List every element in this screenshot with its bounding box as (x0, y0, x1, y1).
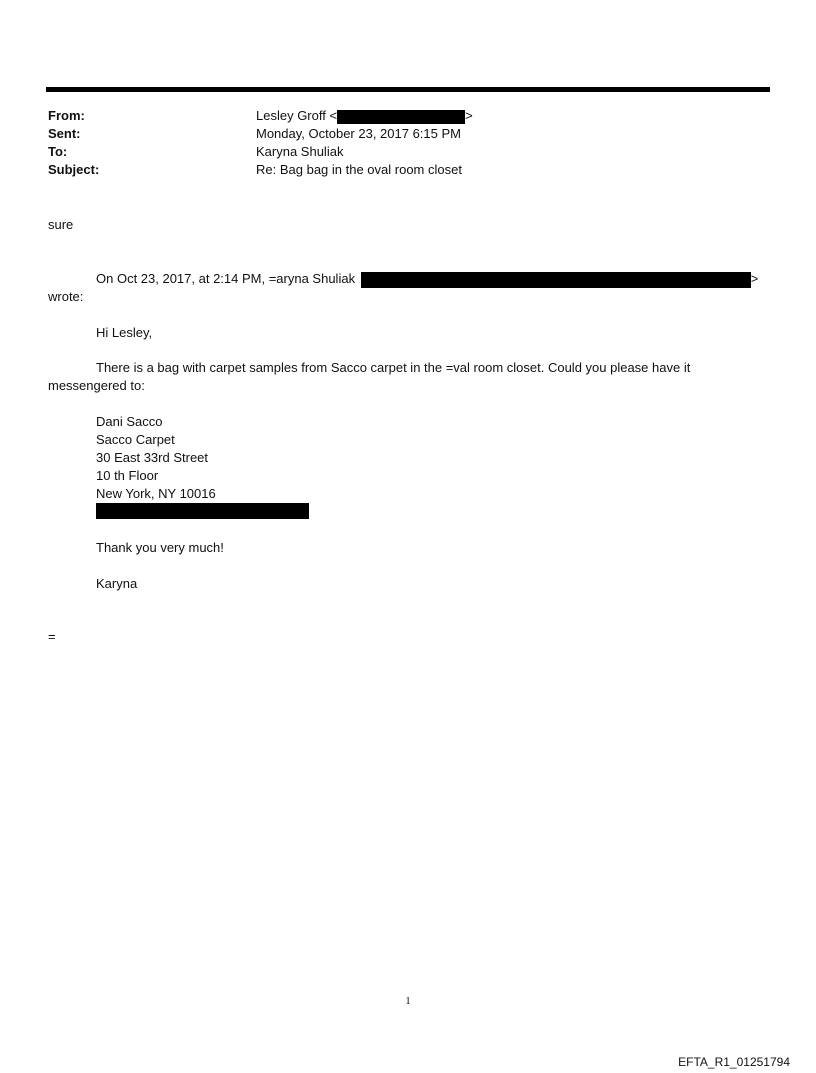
paragraph-line-1: There is a bag with carpet samples from Sacco carpet in the =val room closet. Could you please have it (96, 360, 691, 375)
redaction-box (96, 503, 309, 519)
address-line: Dani Sacco (96, 414, 163, 429)
from-label: From: (48, 108, 85, 123)
paragraph-line-2: messengered to: (48, 378, 145, 393)
from-close: > (465, 108, 473, 123)
sent-label: Sent: (48, 126, 81, 141)
from-value (256, 107, 473, 125)
to-value: Karyna Shuliak (256, 144, 344, 159)
signature: Karyna (96, 576, 138, 591)
from-name: Lesley Groff < (256, 108, 338, 123)
document-id: EFTA_R1_01251794 (678, 1055, 790, 1069)
address-line: 30 East 33rd Street (96, 450, 209, 465)
quote-wrote: wrote: (48, 289, 84, 304)
subject-label: Subject: (48, 162, 100, 177)
quote-intro (96, 270, 758, 288)
reply-text: sure (48, 217, 74, 232)
address-line: 10 th Floor (96, 468, 159, 483)
address-line: New York, NY 10016 (96, 486, 216, 501)
thanks-text: Thank you very much! (96, 540, 224, 555)
subject-value: Re: Bag bag in the oval room closet (256, 162, 462, 177)
quote-intro-text: On Oct 23, 2017, at 2:14 PM, =aryna Shuliak (96, 271, 356, 286)
greeting: Hi Lesley, (96, 325, 153, 340)
sent-value: Monday, October 23, 2017 6:15 PM (256, 126, 461, 141)
trailing-char: = (48, 629, 56, 644)
page-number: 1 (405, 995, 411, 1007)
redaction-box (361, 272, 751, 288)
to-label: To: (48, 144, 68, 159)
redaction-box (337, 110, 465, 124)
address-line: Sacco Carpet (96, 432, 175, 447)
header-divider (46, 87, 770, 92)
quote-intro-close: > (750, 271, 759, 286)
